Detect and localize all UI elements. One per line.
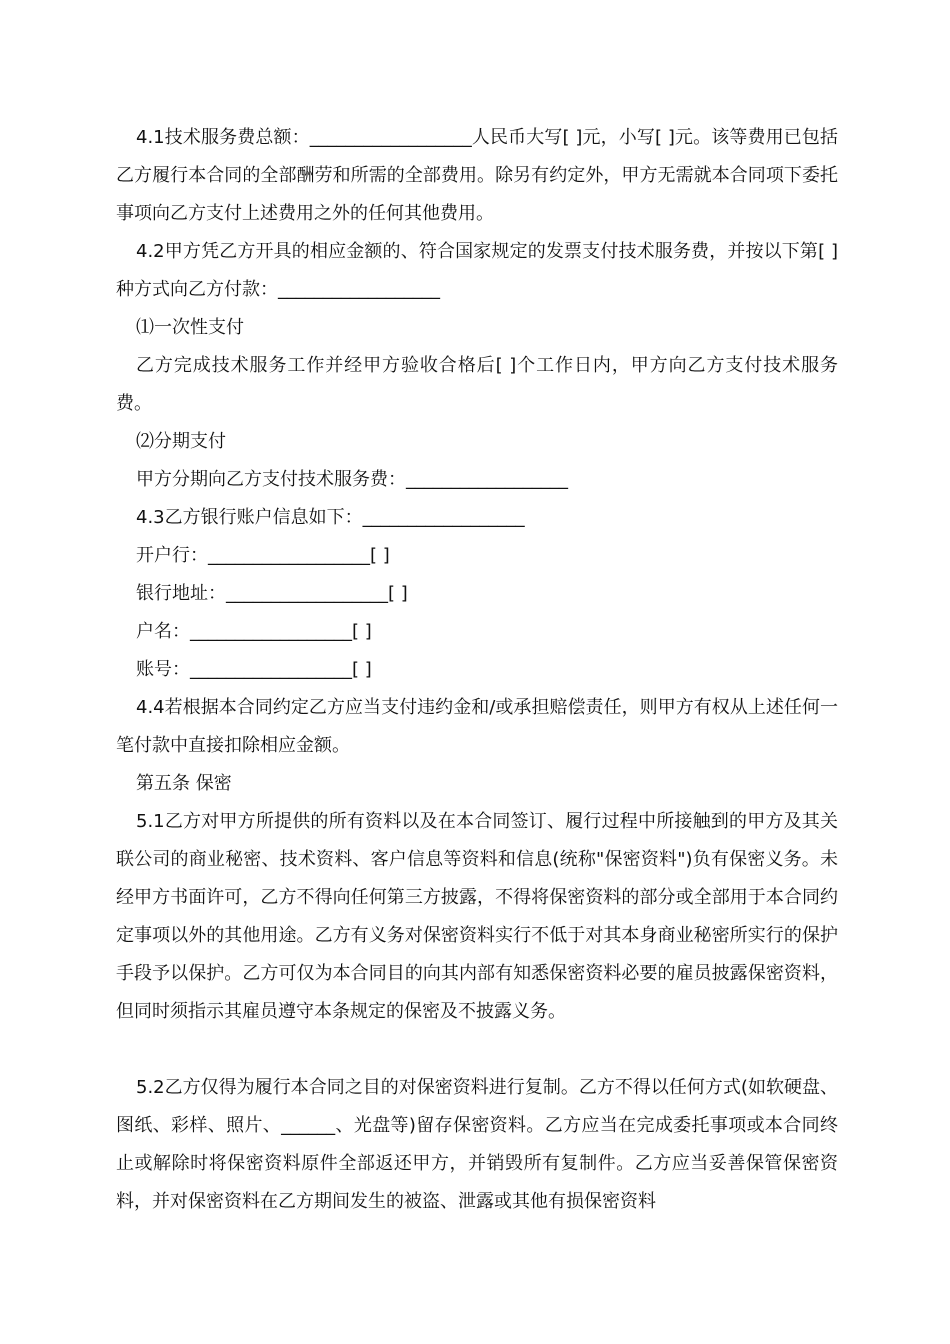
account-name-field: 户名：__________________[ ] (136, 621, 372, 642)
option-2-body: 甲方分期向乙方支付技术服务费：__________________ (136, 469, 568, 490)
clause-5-2: 5.2乙方仅得为履行本合同之目的对保密资料进行复制。乙方不得以任何方式(如软硬盘、图纸、彩样、照片、______、光盘等)留存保密资料。乙方应当在完成委托事项或本合同终止或解除时将保密资料原件全部返还甲方，并销毁所有复制件。乙方应当妥善保管保密资料，并对保密资料在乙方期间发生的被盗、泄露或其他有损保密资料 (116, 1077, 838, 1212)
clause-5-1: 5.1乙方对甲方所提供的所有资料以及在本合同签订、履行过程中所接触到的甲方及其关联公司的商业秘密、技术资料、客户信息等资料和信息(统称"保密资料")负有保密义务。未经甲方书面许可，乙方不得向任何第三方披露，不得将保密资料的部分或全部用于本合同约定事项以外的其他用途。乙方有义务对保密资料实行不低于对其本身商业秘密所实行的保护手段予以保护。乙方可仅为本合同目的向其内部有知悉保密资料必要的雇员披露保密资料，但同时须指示其雇员遵守本条规定的保密及不披露义务。 (116, 811, 838, 1022)
article-5-heading: 第五条 保密 (136, 773, 232, 794)
clause-4-1: 4.1技术服务费总额：__________________人民币大写[ ]元，小写[ ]元。该等费用已包括乙方履行本合同的全部酬劳和所需的全部费用。除另有约定外，甲方无需就本合同项下委托事项向乙方支付上述费用之外的任何其他费用。 (116, 127, 838, 224)
clause-4-4: 4.4若根据本合同约定乙方应当支付违约金和/或承担赔偿责任，则甲方有权从上述任何一笔付款中直接扣除相应金额。 (116, 697, 838, 756)
bank-field: 开户行：__________________[ ] (136, 545, 390, 566)
bank-address-field: 银行地址：__________________[ ] (136, 583, 408, 604)
account-number-field: 账号：__________________[ ] (136, 659, 372, 680)
clause-4-2: 4.2甲方凭乙方开具的相应金额的、符合国家规定的发票支付技术服务费，并按以下第[ ]种方式向乙方付款：__________________ (116, 241, 838, 300)
option-1-title: ⑴一次性支付 (136, 317, 244, 338)
option-2-title: ⑵分期支付 (136, 431, 226, 452)
option-1-body: 乙方完成技术服务工作并经甲方验收合格后[ ]个工作日内，甲方向乙方支付技术服务费。 (116, 355, 838, 414)
clause-4-3: 4.3乙方银行账户信息如下：__________________ (136, 507, 525, 528)
